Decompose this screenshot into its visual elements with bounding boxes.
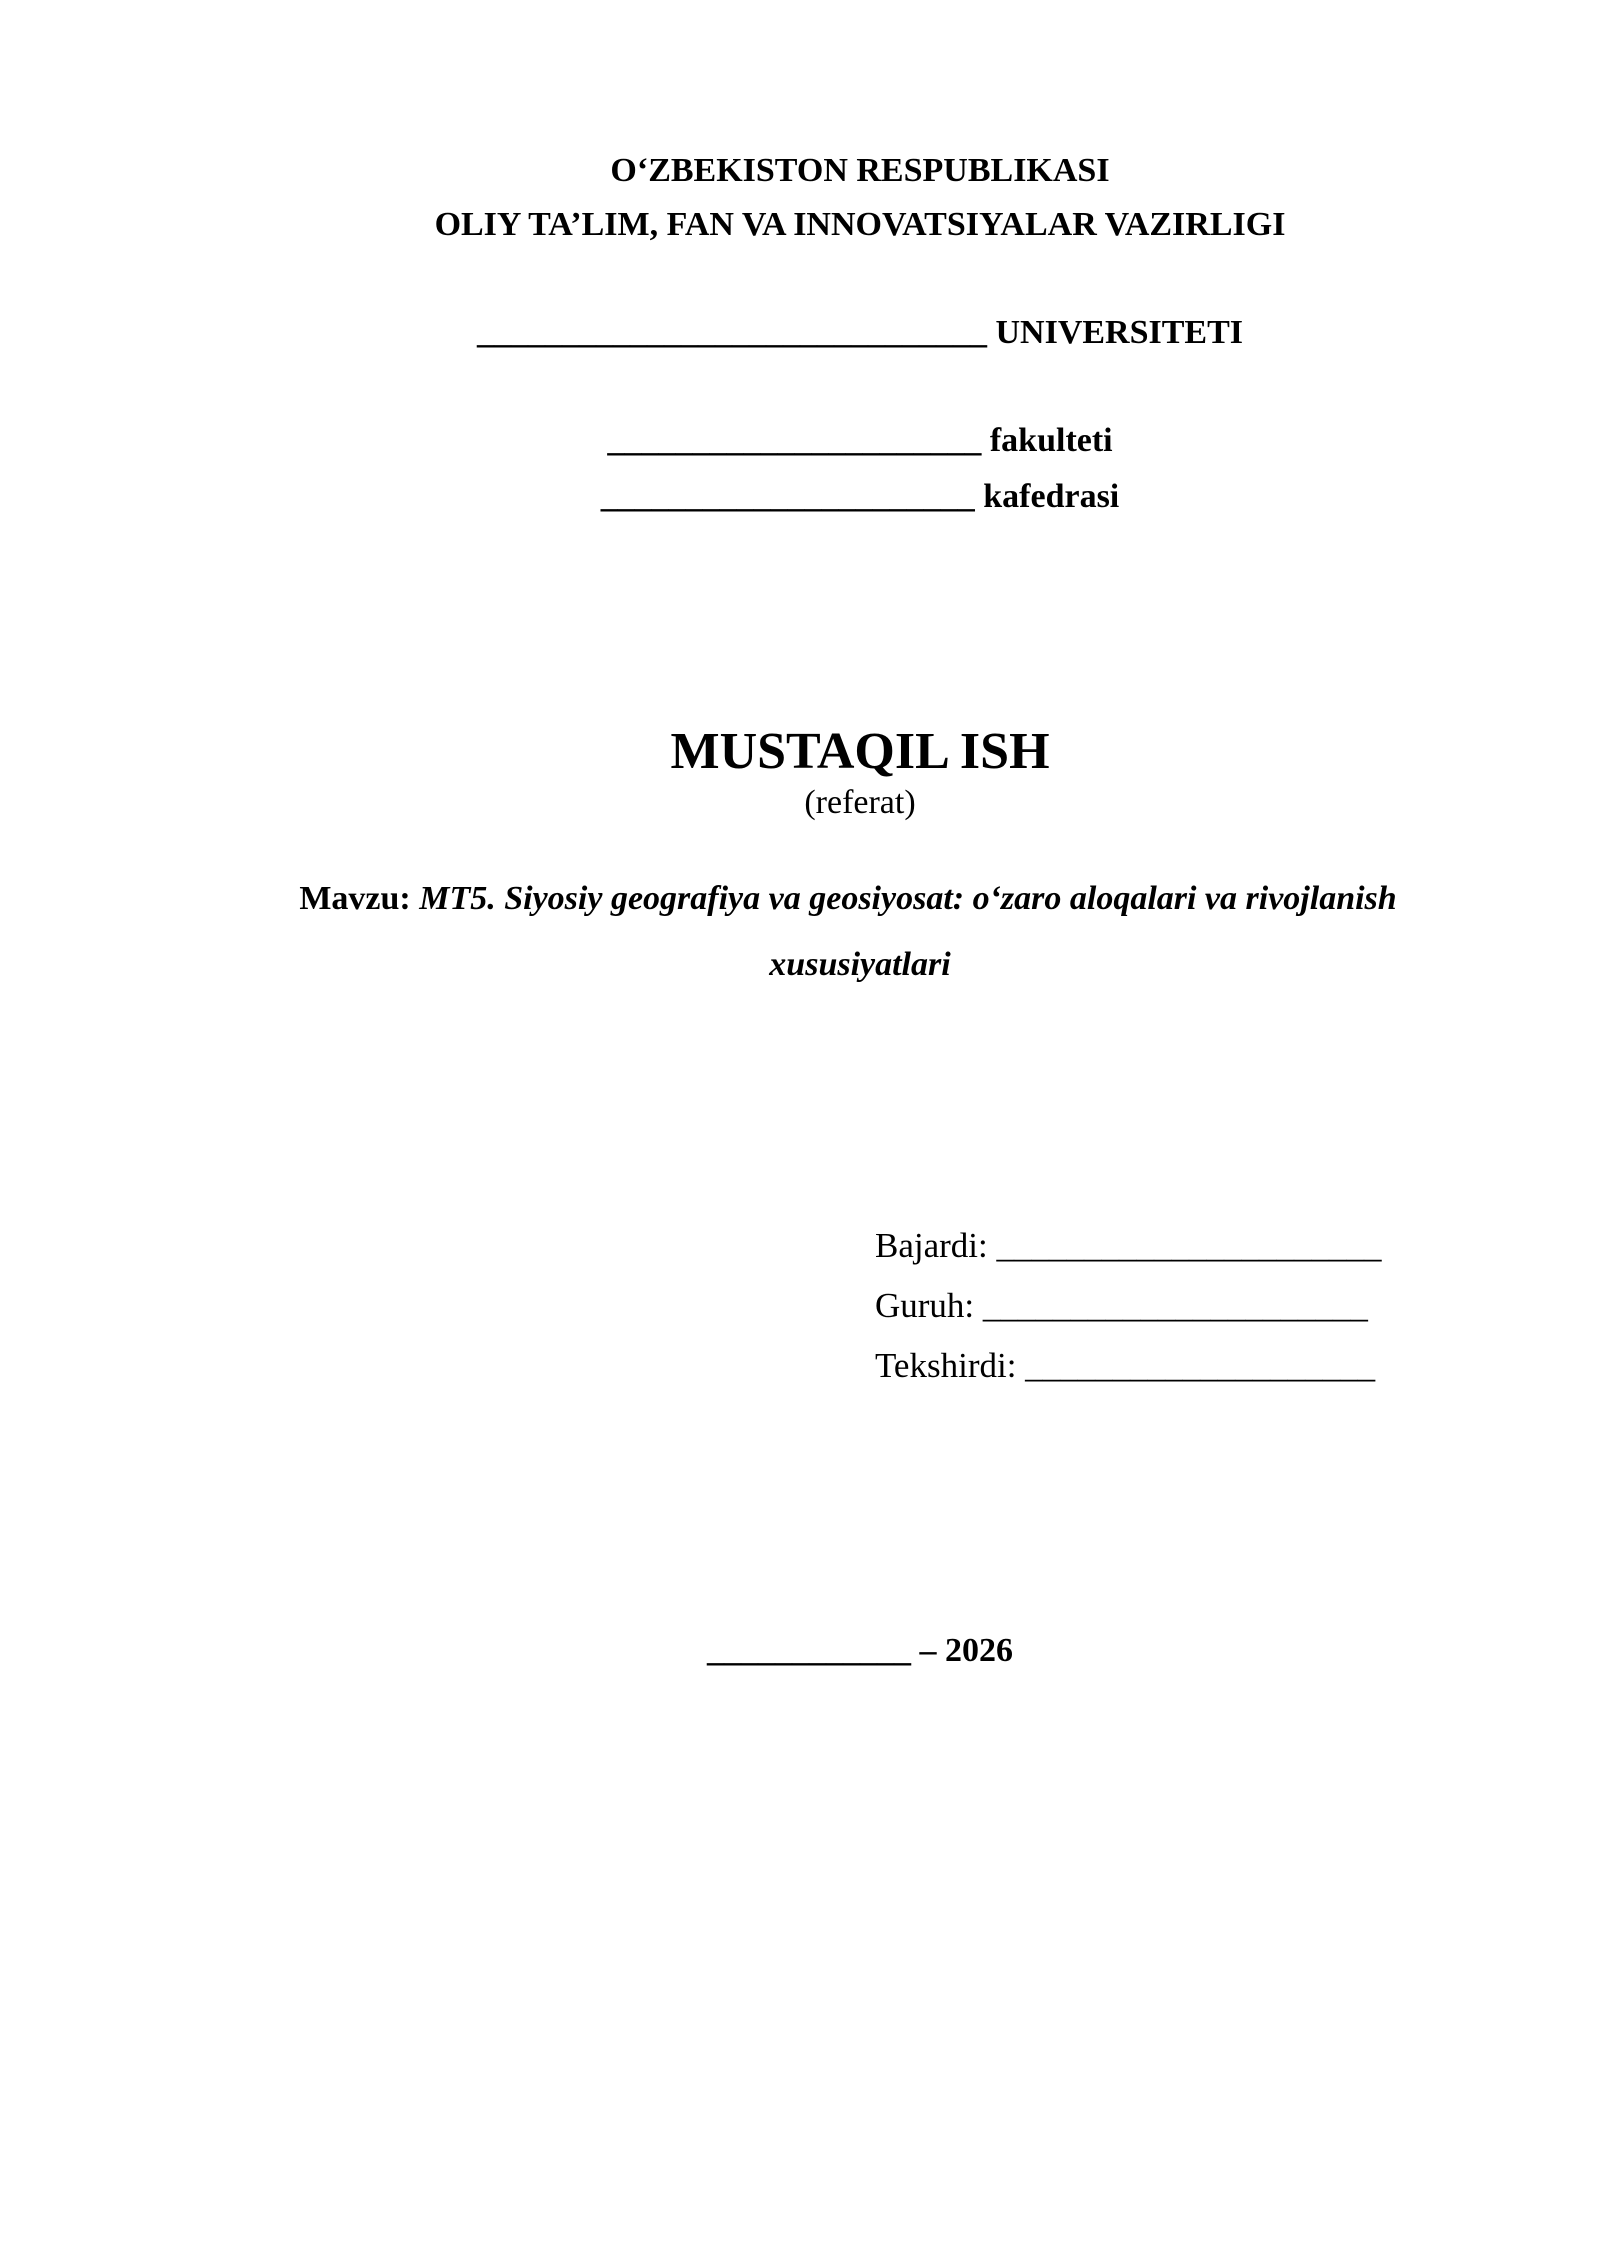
university-line: ______________________________ UNIVERSITETI bbox=[476, 314, 1244, 351]
ministry-heading: OLIY TA’LIM, FAN VA INNOVATSIYALAR VAZIRLIGI bbox=[434, 206, 1286, 243]
topic-text-line-1: MT5. Siyosiy geografiya va geosiyosat: o‘zaro aloqalari va rivojlanish bbox=[419, 880, 1397, 917]
group-line: Guruh: ______________________ bbox=[875, 1286, 1368, 1325]
year-line: ____________ – 2026 bbox=[707, 1632, 1013, 1669]
done-by-line: Bajardi: ______________________ bbox=[875, 1226, 1382, 1265]
document-title: MUSTAQIL ISH bbox=[670, 723, 1050, 780]
faculty-line: ______________________ fakulteti bbox=[607, 422, 1113, 459]
topic-line-1 bbox=[48, 880, 1600, 918]
topic-text-line-2: xususiyatlari bbox=[769, 946, 951, 983]
republic-heading: O‘ZBEKISTON RESPUBLIKASI bbox=[610, 152, 1110, 189]
document-subtitle: (referat) bbox=[804, 784, 916, 821]
topic-label: Mavzu: bbox=[299, 880, 411, 917]
department-line: ______________________ kafedrasi bbox=[600, 478, 1120, 515]
checked-by-line: Tekshirdi: ____________________ bbox=[875, 1346, 1376, 1385]
